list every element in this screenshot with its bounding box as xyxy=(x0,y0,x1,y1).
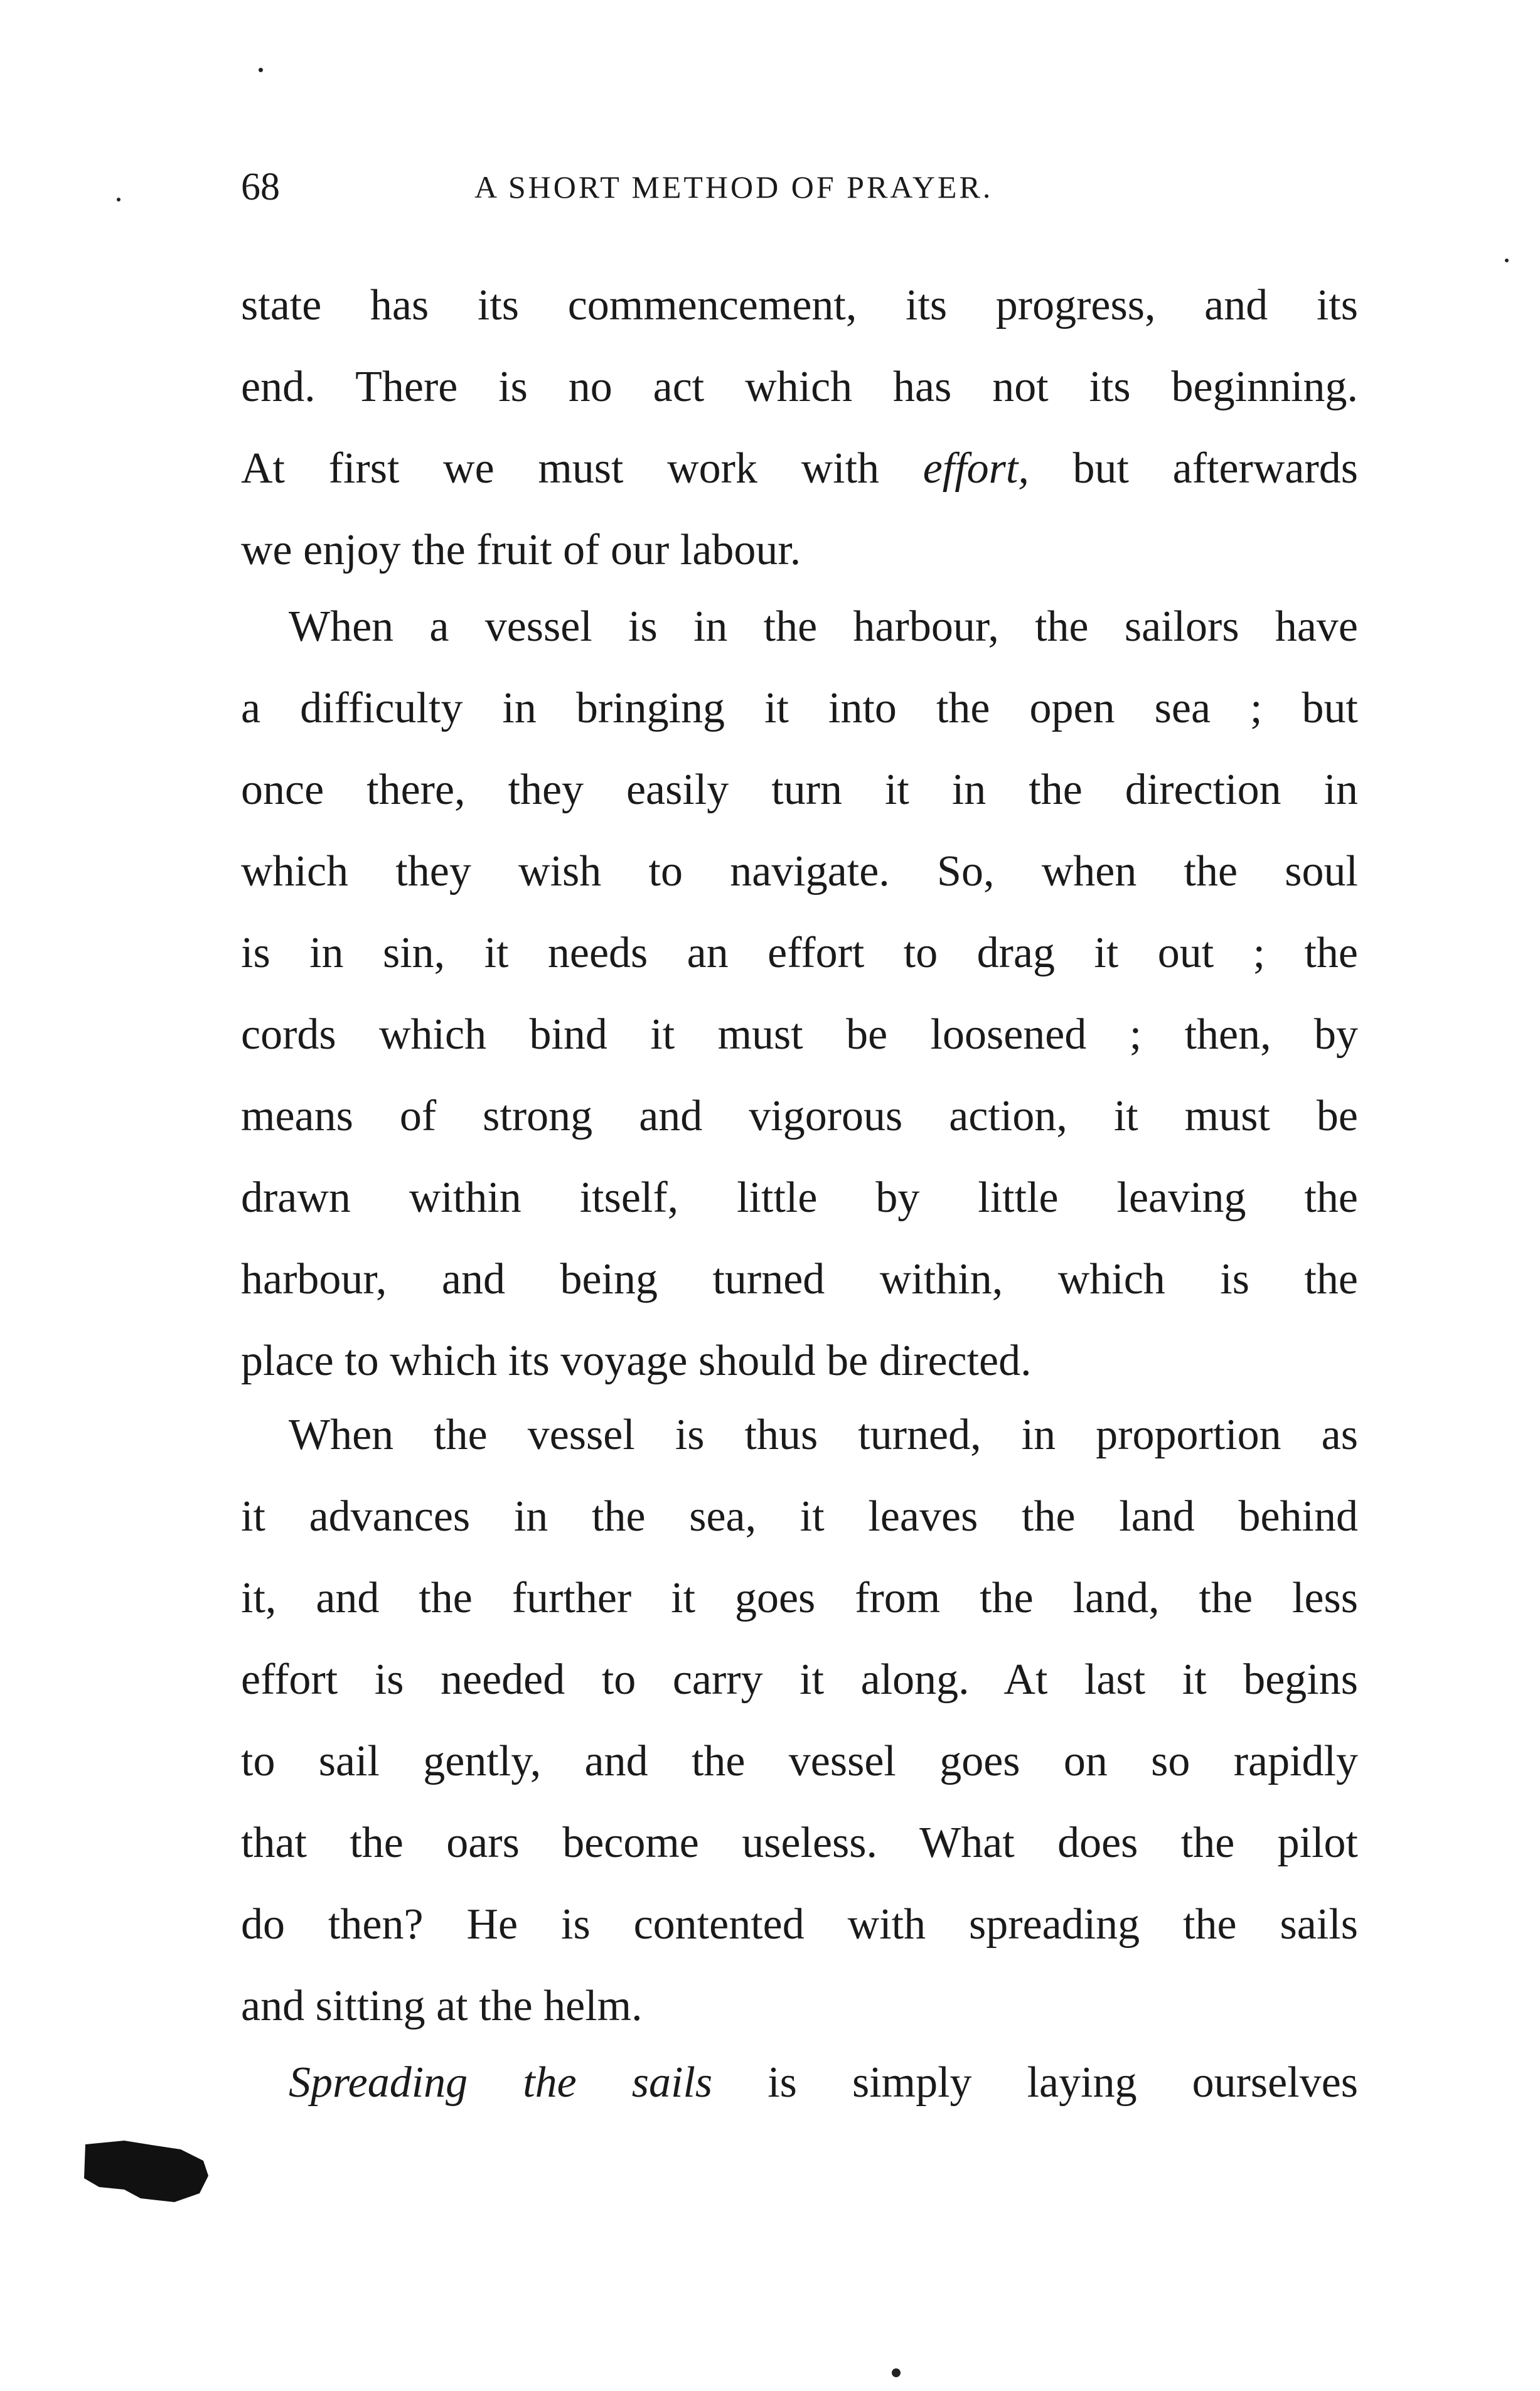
scan-speck xyxy=(117,198,120,201)
paragraph-1 xyxy=(241,265,1358,591)
text-line: which they wish to navigate. So, when the soul xyxy=(241,847,1358,896)
text-line: state has its commencement, its progress, and its xyxy=(241,281,1358,329)
paragraph-4 xyxy=(241,2042,1358,2124)
text-line xyxy=(241,2042,1358,2124)
text-line: is in sin, it needs an effort to drag it out ; the xyxy=(241,929,1358,977)
text-line: cords which bind it must be loosened ; then, by xyxy=(241,1010,1358,1059)
text-line: once there, they easily turn it in the direction in xyxy=(241,766,1358,814)
text-line: that the oars become useless. What does the pilot xyxy=(241,1819,1358,1867)
text-line xyxy=(241,428,1358,510)
paragraph-3 xyxy=(241,1394,1358,2047)
text-line: means of strong and vigorous action, it must be xyxy=(241,1092,1358,1140)
text-run: At first we must work with xyxy=(241,444,923,493)
running-title: A SHORT METHOD OF PRAYER. xyxy=(474,169,993,205)
scan-speck xyxy=(892,2368,901,2377)
text-line: end. There is no act which has not its beginning. xyxy=(241,363,1358,411)
scan-speck xyxy=(259,68,263,72)
ink-blot-mark xyxy=(80,2137,212,2206)
scan-speck xyxy=(1505,259,1509,262)
paragraph-2 xyxy=(241,586,1358,1402)
text-line: a difficulty in bringing it into the open sea ; but xyxy=(241,684,1358,732)
text-run: is simply laying ourselves xyxy=(712,2058,1358,2107)
text-line: it advances in the sea, it leaves the land behind xyxy=(241,1492,1358,1541)
text-line: it, and the further it goes from the land, the less xyxy=(241,1574,1358,1622)
text-line: we enjoy the fruit of our labour. xyxy=(241,526,801,574)
text-line: place to which its voyage should be directed. xyxy=(241,1337,1032,1385)
page-header xyxy=(241,162,1358,212)
text-line: harbour, and being turned within, which is the xyxy=(241,1255,1358,1303)
italic-run: effort, xyxy=(922,444,1029,493)
text-line: do then? He is contented with spreading the sails xyxy=(241,1900,1358,1949)
text-line: drawn within itself, little by little leaving the xyxy=(241,1174,1358,1222)
text-line: effort is needed to carry it along. At last it begins xyxy=(241,1656,1358,1704)
page-number: 68 xyxy=(241,166,280,208)
text-run: but afterwards xyxy=(1029,444,1358,493)
italic-run: Spreading the sails xyxy=(289,2058,713,2107)
text-line: When the vessel is thus turned, in proportion as xyxy=(289,1411,1358,1459)
text-line: and sitting at the helm. xyxy=(241,1982,643,2030)
text-line: When a vessel is in the harbour, the sailors have xyxy=(289,602,1358,651)
text-line: to sail gently, and the vessel goes on so rapidly xyxy=(241,1737,1358,1785)
